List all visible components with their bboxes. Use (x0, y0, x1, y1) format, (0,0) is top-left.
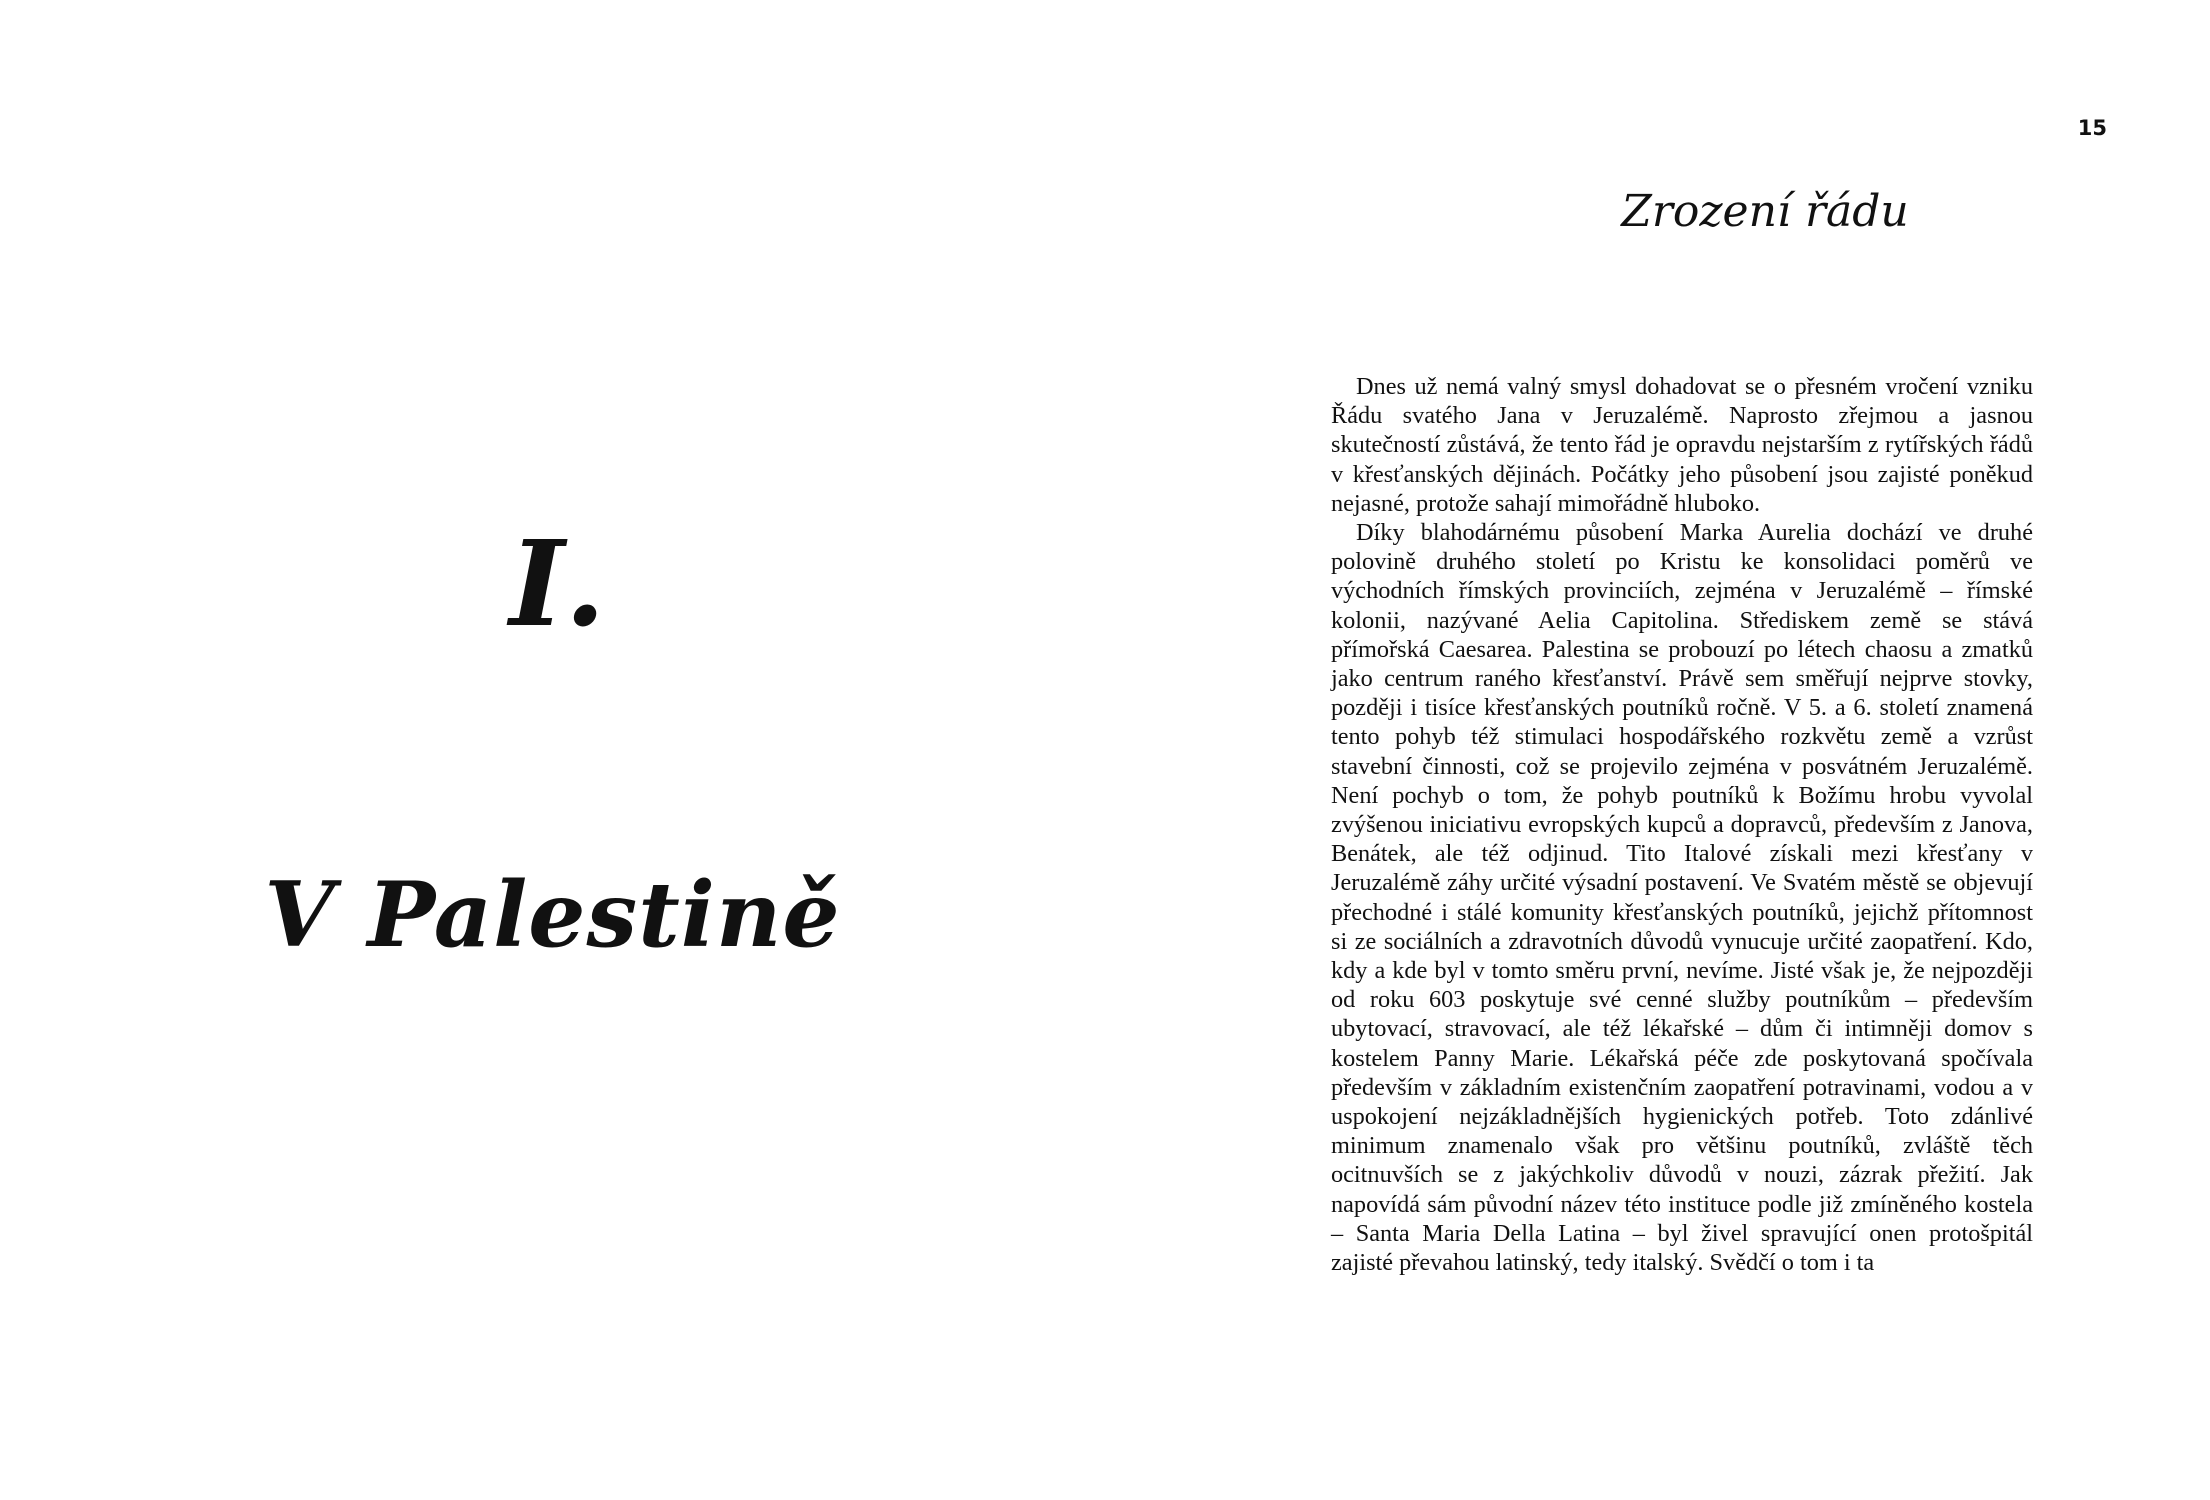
body-text (1331, 372, 2033, 1277)
chapter-title: Zrození řádu (1621, 186, 1909, 237)
right-page (1105, 0, 2210, 1500)
part-title: V Palestině (264, 862, 841, 968)
paragraph-1: Dnes už nemá valný smysl dohadovat se o přesném vročení vzniku Řádu svatého Jana v Jeruzalémě. Naprosto zřejmou a jasnou skutečností zůstává, že tento řád je opravdu nejstarším z rytířských řádů v křesťanských dějinách. Počátky jeho působení jsou zajisté poněkud nejasné, protože sahají mimořádně hluboko. (1331, 373, 2033, 517)
part-numeral: I. (509, 514, 606, 653)
page-number: 15 (2077, 116, 2107, 140)
paragraph-2: Díky blahodárnému působení Marka Aurelia dochází ve druhé polovině druhého století po Kristu ke konsolidaci poměrů ve východních římských provinciích, zejména v Jeruzalémě – římské kolonii, nazývané Aelia Capitolina. Střediskem země se stává přímořská Caesarea. Palestina se probouzí po létech chaosu a zmatků jako centrum raného křesťanství. Právě sem směřují nejprve stovky, později i tisíce křesťanských poutníků ročně. V 5. a 6. století znamená tento pohyb též stimulaci hospodářského rozkvětu země a vzrůst stavební činnosti, což se projevilo zejména v posvátném Jeruzalémě. Není pochyb o tom, že pohyb poutníků k Božímu hrobu vyvolal zvýšenou iniciativu evropských kupců a dopravců, především z Janova, Benátek, ale též odjinud. Tito Italové získali mezi křesťany v Jeruzalémě záhy určité výsadní postavení. Ve Svatém městě se objevují přechodné i stálé komunity křesťanských poutníků, jejichž přítomnost si ze sociálních a zdravotních důvodů vynucuje určité zaopatření. Kdo, kdy a kde byl v tomto směru první, nevíme. Jisté však je, že nejpozději od roku 603 poskytuje své cenné služby poutníkům – především ubytovací, stravovací, ale též lékařské – dům či intimněji domov s kostelem Panny Marie. Lékařská péče zde poskytovaná spočívala především v základním existenčním zaopatření potravinami, vodou a v uspokojení nejzákladnějších hygienických potřeb. Toto zdánlivé minimum znamenalo však pro většinu poutníků, zvláště těch ocitnuvších se z jakýchkoliv důvodů v nouzi, zázrak přežití. Jak napovídá sám původní název této instituce podle již zmíněného kostela – Santa Maria Della Latina – byl živel spravující onen protošpitál zajisté převahou latinský, tedy italský. Svědčí o tom i ta (1331, 519, 2033, 1277)
